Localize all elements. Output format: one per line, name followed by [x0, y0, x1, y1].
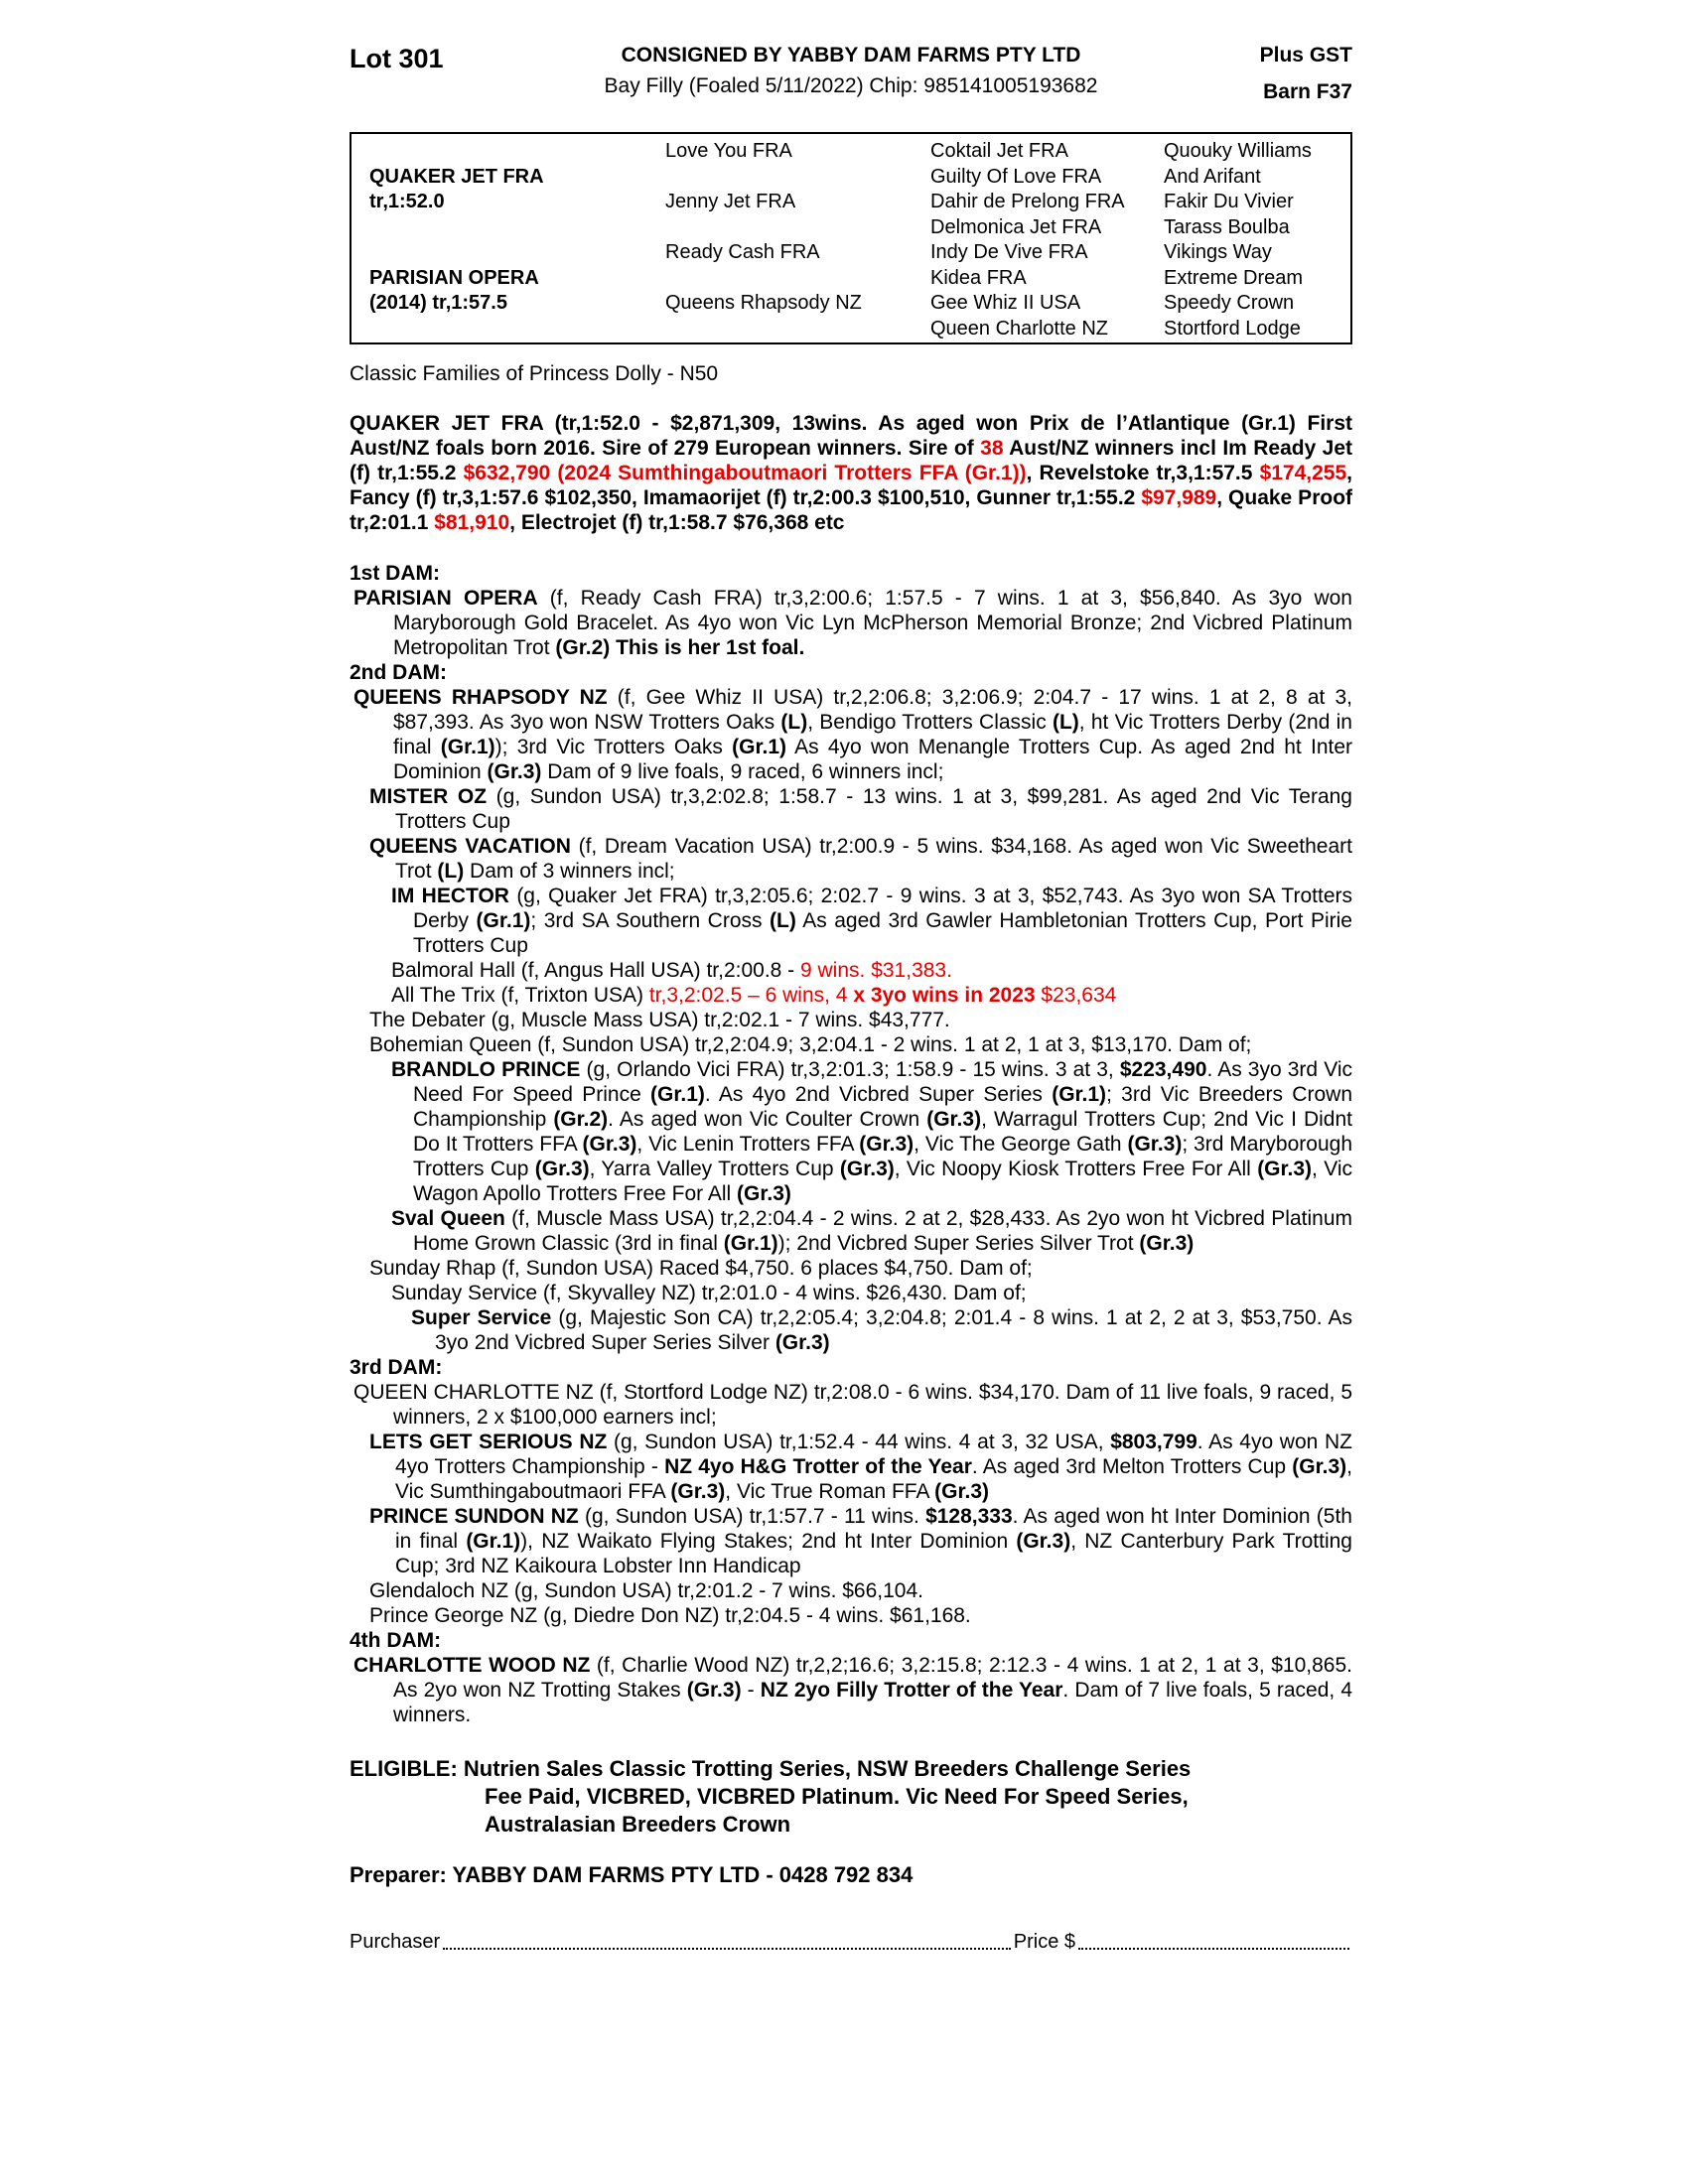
pedigree-note-paragraph: PARISIAN OPERA (f, Ready Cash FRA) tr,3,2:00.6; 1:57.5 - 7 wins. 1 at 3, $56,840. As 3yo won Maryborough Gold Bracelet. As 4yo won Vic Lyn McPherson Memorial Bronze; 2nd Vicbred Platinum Metropolitan Trot (Gr.2) This is her 1st foal.	[353, 587, 1352, 659]
pedigree-note-paragraph: MISTER OZ (g, Sundon USA) tr,3,2:02.8; 1:58.7 - 13 wins. 1 at 3, $99,281. As aged 2nd Vic Terang Trotters Cup	[369, 785, 1352, 833]
pedigree-horse-name: Jenny Jet FRA	[665, 191, 796, 212]
pedigree-note-paragraph: Sunday Service (f, Skyvalley NZ) tr,2:01.0 - 4 wins. $26,430. Dam of;	[391, 1282, 1027, 1304]
pedigree-note-paragraph: QUEEN CHARLOTTE NZ (f, Stortford Lodge NZ) tr,2:08.0 - 6 wins. $34,170. Dam of 11 live foals, 9 raced, 5 winners, 2 x $100,000 earners incl;	[353, 1381, 1352, 1429]
pedigree-horse-name: Quouky Williams	[1164, 140, 1312, 162]
pedigree-col-2	[665, 139, 930, 342]
plus-gst-label: Plus GST	[1259, 44, 1352, 67]
pedigree-col-1	[369, 139, 665, 342]
pedigree-empty-cell	[665, 317, 930, 342]
pedigree-note-paragraph: Glendaloch NZ (g, Sundon USA) tr,2:01.2 - 7 wins. $66,104.	[369, 1579, 923, 1602]
pedigree-horse-name: Fakir Du Vivier	[1164, 191, 1294, 212]
sire-paragraph: QUAKER JET FRA (tr,1:52.0 - $2,871,309, 13wins. As aged won Prix de l’Atlantique (Gr.1) First Aust/NZ foals born 2016. Sire of 279 European winners. Sire of 38 Aust/NZ winners incl Im Ready Jet (f) tr,1:55.2 $632,790 (2024 Sumthingaboutmaori Trotters FFA (Gr.1)), Revelstoke tr,3,1:57.5 $174,255, Fancy (f) tr,3,1:57.6 $102,350, Imamaorijet (f) tr,2:00.3 $100,510, Gunner tr,1:55.2 $97,989, Quake Proof tr,2:01.1 $81,910, Electrojet (f) tr,1:58.7 $76,368 etc	[350, 412, 1353, 534]
eligible-label: ELIGIBLE:	[350, 1756, 458, 1781]
pedigree-horse-name: Vikings Way	[1164, 241, 1272, 263]
pedigree-horse-name: tr,1:52.0	[369, 191, 445, 212]
pedigree-horse-name: Tarass Boulba	[1164, 215, 1290, 238]
purchaser-fill-line	[443, 1928, 1011, 1950]
pedigree-horse-name: Indy De Vive FRA	[930, 241, 1088, 263]
pedigree-horse-name: QUAKER JET FRA	[369, 165, 544, 188]
family-line: Classic Families of Princess Dolly - N50	[350, 362, 719, 385]
dam-heading: 3rd DAM:	[350, 1356, 443, 1379]
pedigree-note-paragraph: Super Service (g, Majestic Son CA) tr,2,2:05.4; 3,2:04.8; 2:01.4 - 8 wins. 1 at 2, 2 at 3, $53,750. As 3yo 2nd Vicbred Super Series Silver (Gr.3)	[411, 1306, 1352, 1354]
pedigree-empty-cell	[665, 266, 930, 292]
purchaser-line	[350, 1928, 1352, 1954]
pedigree-horse-name: Queens Rhapsody NZ	[665, 292, 862, 314]
pedigree-note-paragraph: Prince George NZ (g, Diedre Don NZ) tr,2:04.5 - 4 wins. $61,168.	[369, 1604, 971, 1627]
pedigree-col-4	[1164, 139, 1350, 342]
pedigree-horse-name: (2014) tr,1:57.5	[369, 292, 507, 314]
pedigree-note-paragraph: Balmoral Hall (f, Angus Hall USA) tr,2:00.8 - 9 wins. $31,383.	[391, 959, 952, 982]
eligible-line: Fee Paid, VICBRED, VICBRED Platinum. Vic Need For Speed Series,	[485, 1784, 1189, 1809]
price-label: Price $	[1013, 1931, 1075, 1953]
foaling-info: Bay Filly (Foaled 5/11/2022) Chip: 985141005193682	[604, 74, 1098, 97]
barn-number: Barn F37	[1263, 80, 1352, 103]
pedigree-horse-name: Extreme Dream	[1164, 266, 1304, 289]
pedigree-note-paragraph: Bohemian Queen (f, Sundon USA) tr,2,2:04.9; 3,2:04.1 - 2 wins. 1 at 2, 1 at 3, $13,170. Dam of;	[369, 1033, 1252, 1056]
page-header	[350, 44, 1352, 104]
pedigree-horse-name: Kidea FRA	[930, 266, 1027, 289]
pedigree-horse-name: Delmonica Jet FRA	[930, 215, 1102, 238]
pedigree-empty-cell	[369, 240, 665, 266]
pedigree-empty-cell	[665, 215, 930, 241]
lot-number: Lot 301	[350, 44, 444, 73]
pedigree-horse-name: Stortford Lodge	[1164, 317, 1301, 340]
pedigree-horse-name: Dahir de Prelong FRA	[930, 191, 1125, 212]
pedigree-note-paragraph: LETS GET SERIOUS NZ (g, Sundon USA) tr,1:52.4 - 44 wins. 4 at 3, 32 USA, $803,799. As 4yo won NZ 4yo Trotters Championship - NZ 4yo H&G Trotter of the Year. As aged 3rd Melton Trotters Cup (Gr.3), Vic Sumthingaboutmaori FFA (Gr.3), Vic True Roman FFA (Gr.3)	[369, 1431, 1352, 1503]
dam-heading: 1st DAM:	[350, 562, 441, 585]
pedigree-horse-name: Guilty Of Love FRA	[930, 165, 1102, 188]
catalog-page	[350, 44, 1352, 1954]
dam-heading: 2nd DAM:	[350, 661, 447, 684]
pedigree-note-paragraph: Sunday Rhap (f, Sundon USA) Raced $4,750. 6 places $4,750. Dam of;	[369, 1257, 1033, 1280]
pedigree-horse-name: Love You FRA	[665, 140, 792, 162]
pedigree-horse-name: Gee Whiz II USA	[930, 292, 1081, 314]
eligible-line: ELIGIBLE: Nutrien Sales Classic Trotting Series, NSW Breeders Challenge Series	[350, 1756, 1192, 1781]
pedigree-empty-cell	[665, 165, 930, 191]
pedigree-horse-name: Queen Charlotte NZ	[930, 317, 1108, 340]
pedigree-note-paragraph: QUEENS RHAPSODY NZ (f, Gee Whiz II USA) tr,2,2:06.8; 3,2:06.9; 2:04.7 - 17 wins. 1 at 2, 8 at 3, $87,393. As 3yo won NSW Trotters Oaks (L), Bendigo Trotters Classic (L), ht Vic Trotters Derby (2nd in final (Gr.1)); 3rd Vic Trotters Oaks (Gr.1) As 4yo won Menangle Trotters Cup. As aged 2nd ht Inter Dominion (Gr.3) Dam of 9 live foals, 9 raced, 6 winners incl;	[353, 686, 1353, 783]
eligible-line: Australasian Breeders Crown	[485, 1812, 791, 1837]
pedigree-note-paragraph: BRANDLO PRINCE (g, Orlando Vici FRA) tr,3,2:01.3; 1:58.9 - 15 wins. 3 at 3, $223,490. As 3yo 3rd Vic Need For Speed Prince (Gr.1). As 4yo 2nd Vicbred Super Series (Gr.1); 3rd Vic Breeders Crown Championship (Gr.2). As aged won Vic Coulter Crown (Gr.3), Warragul Trotters Cup; 2nd Vic I Didnt Do It Trotters FFA (Gr.3), Vic Lenin Trotters FFA (Gr.3), Vic The George Gath (Gr.3); 3rd Maryborough Trotters Cup (Gr.3), Yarra Valley Trotters Cup (Gr.3), Vic Noopy Kiosk Trotters Free For All (Gr.3), Vic Wagon Apollo Trotters Free For All (Gr.3)	[391, 1058, 1353, 1205]
preparer-line: Preparer: YABBY DAM FARMS PTY LTD - 0428 792 834	[350, 1862, 914, 1887]
pedigree-note-paragraph: CHARLOTTE WOOD NZ (f, Charlie Wood NZ) tr,2,2;16.6; 3,2:15.8; 2:12.3 - 4 wins. 1 at 2, 1 at 3, $10,865. As 2yo won NZ Trotting Stakes (Gr.3) - NZ 2yo Filly Trotter of the Year. Dam of 7 live foals, 5 raced, 4 winners.	[353, 1654, 1352, 1726]
dam-heading: 4th DAM:	[350, 1629, 442, 1652]
pedigree-horse-name: Speedy Crown	[1164, 292, 1295, 314]
pedigree-empty-cell	[369, 139, 665, 165]
consignor-title: CONSIGNED BY YABBY DAM FARMS PTY LTD	[621, 44, 1081, 67]
pedigree-note-paragraph: PRINCE SUNDON NZ (g, Sundon USA) tr,1:57.7 - 11 wins. $128,333. As aged won ht Inter Dominion (5th in final (Gr.1)), NZ Waikato Flying Stakes; 2nd ht Inter Dominion (Gr.3), NZ Canterbury Park Trotting Cup; 3rd NZ Kaikoura Lobster Inn Handicap	[369, 1505, 1352, 1577]
pedigree-horse-name: Ready Cash FRA	[665, 241, 820, 263]
pedigree-horse-name: Coktail Jet FRA	[930, 140, 1068, 162]
pedigree-note-paragraph: QUEENS VACATION (f, Dream Vacation USA) tr,2:00.9 - 5 wins. $34,168. As aged won Vic Sweetheart Trot (L) Dam of 3 winners incl;	[369, 835, 1352, 883]
pedigree-table	[350, 132, 1352, 344]
pedigree-empty-cell	[369, 215, 665, 241]
dam-notes	[350, 561, 1352, 1727]
pedigree-horse-name: And Arifant	[1164, 165, 1261, 188]
pedigree-col-3	[930, 139, 1164, 342]
price-fill-line	[1078, 1928, 1349, 1950]
pedigree-note-paragraph: The Debater (g, Muscle Mass USA) tr,2:02.1 - 7 wins. $43,777.	[369, 1009, 950, 1031]
pedigree-horse-name: PARISIAN OPERA	[369, 266, 539, 289]
purchaser-label: Purchaser	[350, 1931, 441, 1953]
pedigree-note-paragraph: Sval Queen (f, Muscle Mass USA) tr,2,2:04.4 - 2 wins. 2 at 2, $28,433. As 2yo won ht Vicbred Platinum Home Grown Classic (3rd in final (Gr.1)); 2nd Vicbred Super Series Silver Trot (Gr.3)	[391, 1207, 1352, 1255]
pedigree-note-paragraph: IM HECTOR (g, Quaker Jet FRA) tr,3,2:05.6; 2:02.7 - 9 wins. 3 at 3, $52,743. As 3yo won SA Trotters Derby (Gr.1); 3rd SA Southern Cross (L) As aged 3rd Gawler Hambletonian Trotters Cup, Port Pirie Trotters Cup	[391, 885, 1352, 957]
eligible-block	[350, 1755, 1352, 1839]
pedigree-empty-cell	[369, 317, 665, 342]
pedigree-note-paragraph: All The Trix (f, Trixton USA) tr,3,2:02.5 – 6 wins, 4 x 3yo wins in 2023 $23,634	[391, 984, 1117, 1007]
